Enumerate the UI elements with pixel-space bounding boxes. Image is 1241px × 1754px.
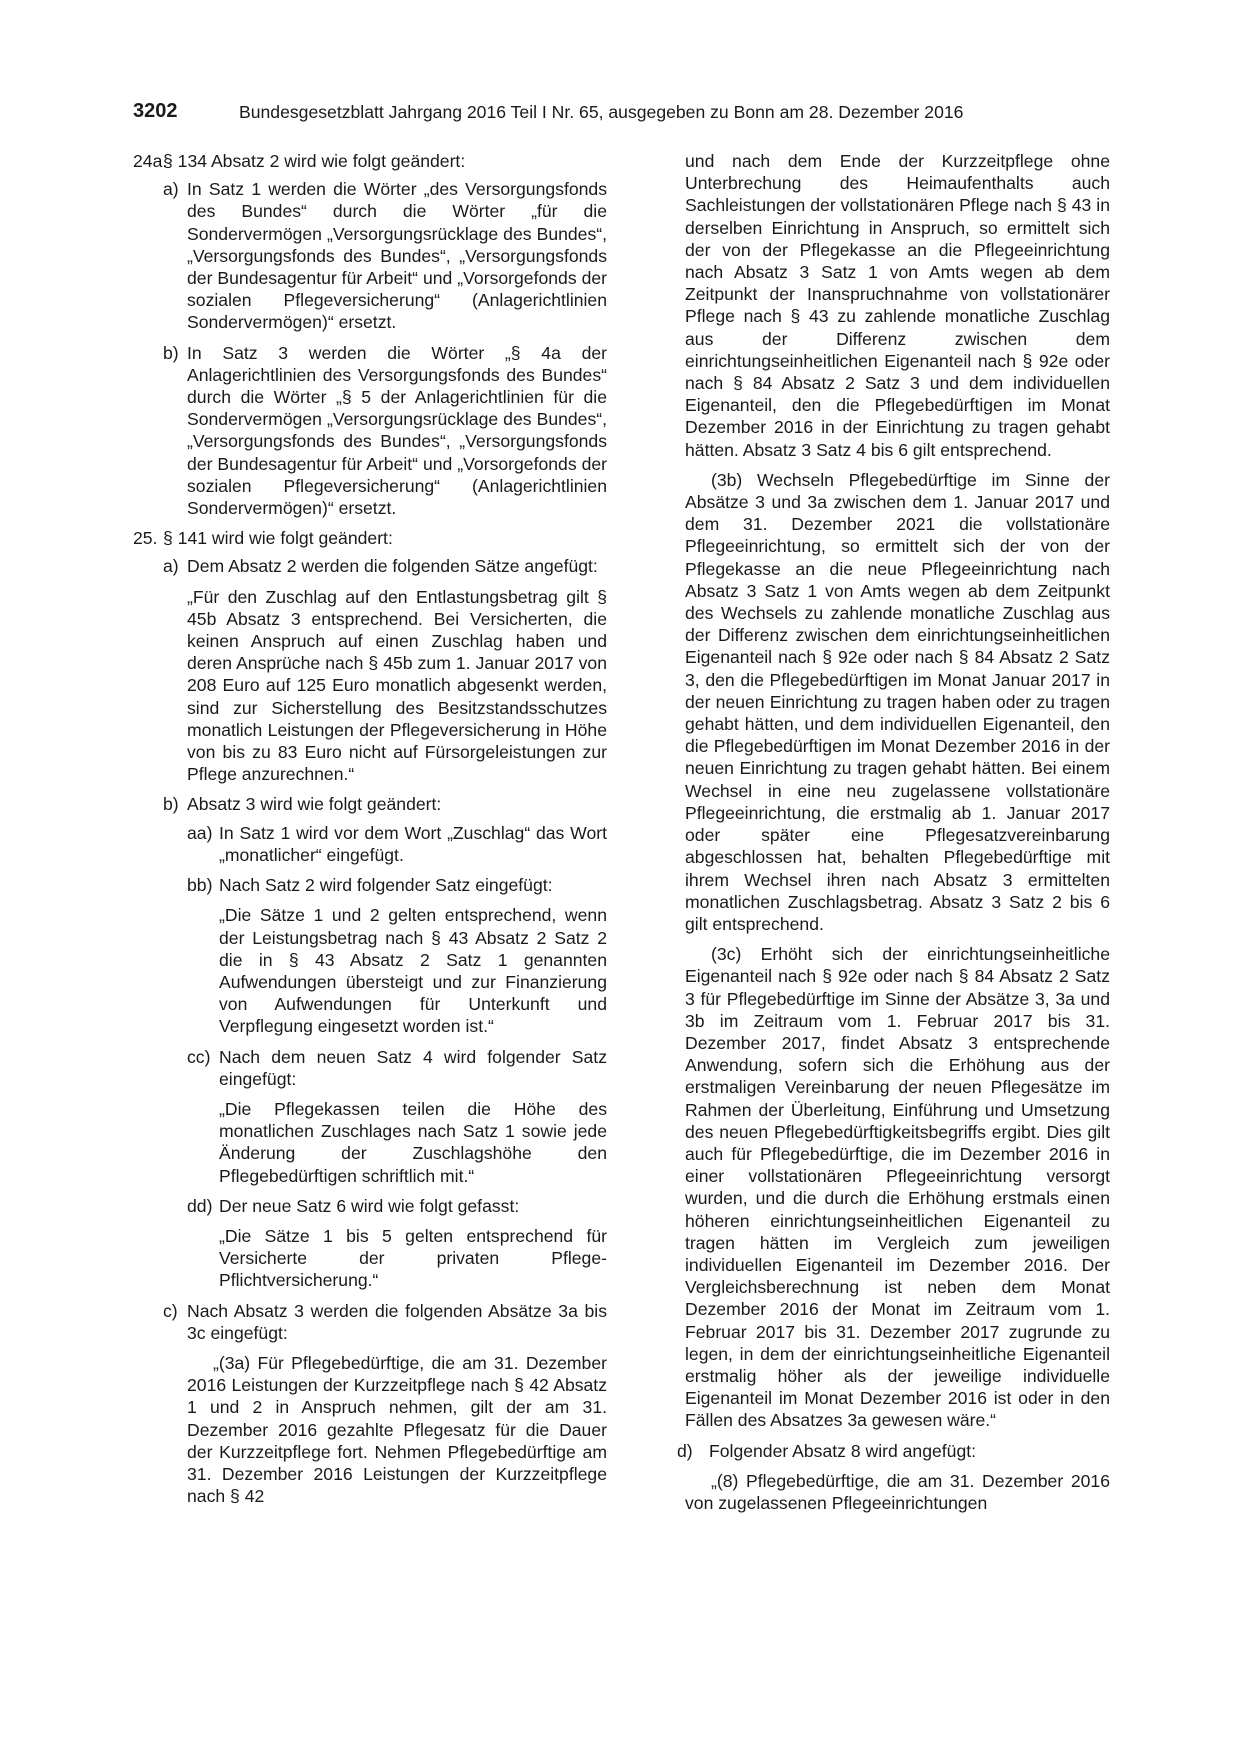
item-24a-b bbox=[163, 342, 607, 520]
item-label: b) bbox=[163, 342, 179, 363]
item-25-b-aa bbox=[187, 822, 607, 866]
item-25-a bbox=[163, 555, 607, 577]
item-text: Nach Satz 2 wird folgender Satz eingefügt: bbox=[219, 875, 553, 896]
item-number: 25. bbox=[133, 528, 158, 549]
item-label: bb) bbox=[187, 875, 213, 896]
quote-25-a: „Für den Zuschlag auf den Entlastungsbetrag gilt § 45b Absatz 3 entsprechend. Bei Versicherten, die keinen Anspruch auf einen Zuschlag haben und deren Ansprüche nach § 45b zum 1. Januar 2017 von 208 Euro auf 125 Euro monatlich abgesenkt werden, sind zur Sicherstellung des Besitzstandsschutzes monatlich Leistungen der Pflegeversicherung in Höhe von bis zu 83 Euro nicht auf Fürsorgeleistungen zur Pflege anzurechnen.“ bbox=[187, 586, 607, 785]
item-25-b bbox=[163, 793, 607, 815]
item-label: a) bbox=[163, 179, 179, 200]
item-label: b) bbox=[163, 794, 179, 815]
paragraph-3a-continued: und nach dem Ende der Kurzzeitpflege ohne Unterbrechung des Heimaufenthalts auch Sachleistungen der vollstationären Pflege nach § 43 in derselben Einrichtung in Anspruch, so ermittelt sich der von der Pflegekasse an die Pflegeeinrichtung nach Absatz 3 Satz 1 von Amts wegen ab dem Zeitpunkt der Inanspruchnahme von vollstationärer Pflege nach § 43 zu zahlende monatliche Zuschlag aus der Differenz zwischen dem einrichtungseinheitlichen Eigenanteil nach § 92e oder nach § 84 Absatz 2 Satz 3 und dem individuellen Eigenanteil, den die Pflegebedürftigen im Monat Dezember 2016 in der Einrichtung zu tragen gehabt hätten. Absatz 3 Satz 4 bis 6 gilt entsprechend. bbox=[685, 151, 1110, 460]
quote-25-b-cc: „Die Pflegekassen teilen die Höhe des monatlichen Zuschlages nach Satz 1 sowie jede Änderung der Zuschlagshöhe den Pflegebedürftigen schriftlich mit.“ bbox=[219, 1098, 607, 1186]
item-text: § 141 wird wie folgt geändert: bbox=[163, 528, 393, 549]
paragraph-3b: (3b) Wechseln Pflegebedürftige im Sinne der Absätze 3 und 3a zwischen dem 1. Januar 2017 und dem 31. Dezember 2021 die vollstationäre Pflegeeinrichtung, so ermittelt sich der von der Pflegekasse an die neue Pflegeeinrichtung nach Absatz 3 Satz 1 von Amts wegen ab dem Zeitpunkt des Wechsels zu zahlende monatliche Zuschlag aus der Differenz zwischen dem einrichtungseinheitlichen Eigenanteil nach § 92e oder nach § 84 Absatz 2 Satz 3, den die Pflegebedürftigen im Monat Januar 2017 in der neuen Einrichtung zu tragen haben oder zu tragen gehabt hätten, und dem individuellen Eigenanteil, den die Pflegebedürftigen im Monat Dezember 2016 in der neuen Einrichtung zu tragen gehabt hätten. Bei einem Wechsel in eine neu zugelassene vollstationäre Pflegeeinrichtung, die erstmalig ab 1. Januar 2017 oder später eine Pflegesatzvereinbarung abgeschlossen hat, behalten Pflegebedürftige mit ihrem Wechsel ihren nach Absatz 3 ermittelten monatlichen Zuschlagsbetrag. Absatz 3 Satz 2 bis 6 gilt entsprechend. bbox=[685, 469, 1110, 934]
item-label: c) bbox=[163, 1300, 178, 1321]
page-header bbox=[133, 100, 1113, 126]
item-text: In Satz 3 werden die Wörter „§ 4a der Anlagerichtlinien des Versorgungsfonds des Bundes“ durch die Wörter „§ 5 der Anlagerichtlinien für die Sondervermögen „Versorgungsrücklage des Bundes“, „Versorgungsfonds des Bundes“, „Versorgungsfonds der Bundesagentur für Arbeit“ und „Vorsorgefonds der sozialen Pflegeversicherung“ (Anlagerichtlinien Sondervermögen)“ ersetzt. bbox=[187, 342, 607, 519]
item-text: In Satz 1 werden die Wörter „des Versorgungsfonds des Bundes“ durch die Wörter „für die Sondervermögen „Versorgungsrücklage des Bundes“, „Versorgungsfonds des Bundes“, „Versorgungsfonds der Bundesagentur für Arbeit“ und „Vorsorgefonds der sozialen Pflegeversicherung“ (Anlagerichtlinien Sondervermögen)“ ersetzt. bbox=[187, 179, 607, 333]
item-text: In Satz 1 wird vor dem Wort „Zuschlag“ das Wort „monatlicher“ eingefügt. bbox=[219, 822, 607, 865]
item-number: 24a. bbox=[133, 151, 168, 171]
paragraph-3c: (3c) Erhöht sich der einrichtungseinheitliche Eigenanteil nach § 92e oder nach § 84 Absatz 2 Satz 3 für Pflegebedürftige im Sinne der Absätze 3, 3a und 3b im Zeitraum vom 1. Februar 2017 bis 31. Dezember 2017, findet Absatz 3 entsprechende Anwendung, sofern sich die Erhöhung aus der erstmaligen Vereinbarung der neuen Pflegesätze im Rahmen der Überleitung, Einführung und Umsetzung des neuen Pflegebedürftigkeitsbegriffs ergibt. Dies gilt auch für Pflegebedürftige, die im Dezember 2016 in einer vollstationären Pflegeeinrichtung versorgt wurden, und die durch die Erhöhung erstmals einen höheren einrichtungseinheitlichen Eigenanteil zu tragen hätten im Vergleich zum jeweiligen individuellen Eigenanteil im Dezember 2016. Der Vergleichsberechnung ist neben dem Monat Dezember 2016 der Monat im Zeitraum vom 1. Februar 2017 bis 31. Dezember 2017 zugrunde zu legen, in dem der einrichtungseinheitliche Eigenanteil erstmalig höher als der jeweilige individuelle Eigenanteil im Monat Dezember 2016 ist oder in den Fällen des Absatzes 3a gewesen wäre.“ bbox=[685, 944, 1110, 1431]
running-title: Bundesgesetzblatt Jahrgang 2016 Teil I Nr. 65, ausgegeben zu Bonn am 28. Dezember 2016 bbox=[239, 102, 964, 122]
item-25-b-dd bbox=[187, 1195, 607, 1217]
item-label: a) bbox=[163, 556, 179, 577]
item-25-d bbox=[677, 1440, 1110, 1462]
item-label: cc) bbox=[187, 1046, 211, 1067]
item-text: § 134 Absatz 2 wird wie folgt geändert: bbox=[163, 151, 466, 171]
item-24a-a bbox=[163, 178, 607, 333]
item-text: Nach dem neuen Satz 4 wird folgender Satz eingefügt: bbox=[219, 1046, 607, 1089]
item-text: Folgender Absatz 8 wird angefügt: bbox=[709, 1440, 977, 1461]
paragraph-8-start: „(8) Pflegebedürftige, die am 31. Dezember 2016 von zugelassenen Pflegeeinrichtungen bbox=[685, 1470, 1110, 1513]
quote-25-b-dd: „Die Sätze 1 bis 5 gelten entsprechend für Versicherte der privaten Pflege-Pflichtversicherung.“ bbox=[219, 1225, 607, 1291]
item-25-c bbox=[163, 1300, 607, 1344]
item-24a bbox=[133, 150, 607, 172]
item-text: Absatz 3 wird wie folgt geändert: bbox=[187, 794, 442, 815]
page-number: 3202 bbox=[133, 100, 178, 122]
quote-25-b-bb: „Die Sätze 1 und 2 gelten entsprechend, wenn der Leistungsbetrag nach § 43 Absatz 2 Satz 2 die in § 43 Absatz 2 Satz 1 genannten Aufwendungen übersteigt und zur Finanzierung von Aufwendungen für Unterkunft und Verpflegung eingesetzt worden ist.“ bbox=[219, 905, 607, 1037]
item-label: aa) bbox=[187, 822, 213, 843]
right-column bbox=[677, 150, 1110, 1514]
item-text: Der neue Satz 6 wird wie folgt gefasst: bbox=[219, 1195, 520, 1216]
item-label: dd) bbox=[187, 1195, 213, 1216]
left-column bbox=[133, 150, 607, 1507]
paragraph-3a-start: „(3a) Für Pflegebedürftige, die am 31. Dezember 2016 Leistungen der Kurzzeitpflege nach § 42 Absatz 1 und 2 in Anspruch nehmen, gilt der am 31. Dezember 2016 gezahlte Pflegesatz für die Dauer der Kurzzeitpflege fort. Nehmen Pflegebedürftige am 31. Dezember 2016 Leistungen der Kurzzeitpflege nach § 42 bbox=[187, 1352, 607, 1507]
item-25-b-cc bbox=[187, 1046, 607, 1090]
item-25-b-bb bbox=[187, 874, 607, 896]
item-text: Nach Absatz 3 werden die folgenden Absätze 3a bis 3c eingefügt: bbox=[187, 1300, 607, 1343]
item-25 bbox=[133, 527, 607, 549]
item-text: Dem Absatz 2 werden die folgenden Sätze angefügt: bbox=[187, 556, 598, 577]
item-label: d) bbox=[677, 1440, 693, 1461]
